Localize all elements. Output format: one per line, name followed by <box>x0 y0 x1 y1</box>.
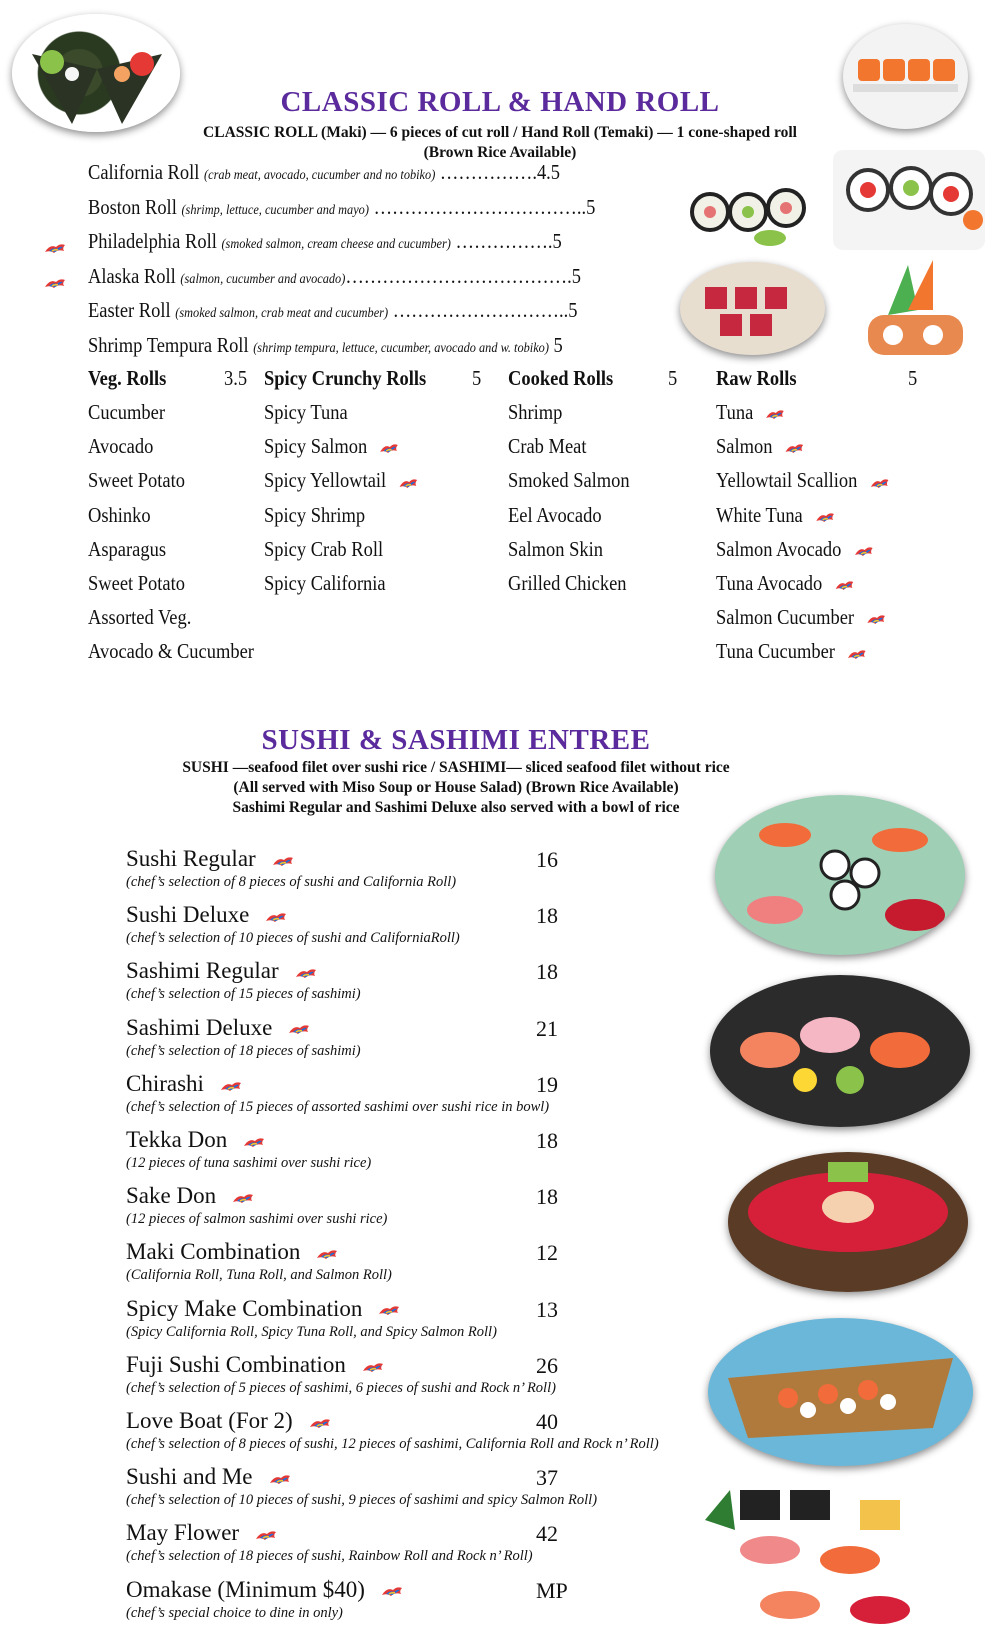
column-header <box>264 366 426 391</box>
entree-description: (chef’s selection of 8 pieces of sushi and California Roll) <box>126 874 457 890</box>
roll-item <box>88 195 595 220</box>
sashimi-rice-note: Sashimi Regular and Sashimi Deluxe also served with a bowl of rice <box>232 799 680 816</box>
roll-item <box>88 298 578 323</box>
column-item <box>716 639 867 664</box>
spicy-icon <box>44 239 66 257</box>
entree-name: Love Boat (For 2) <box>126 1408 293 1433</box>
roll-price: 5 <box>571 263 581 288</box>
column-item <box>88 400 165 425</box>
entree-name: Tekka Don <box>126 1127 228 1152</box>
entree-description: (chef’s selection of 10 pieces of sushi, 9 pieces of sashimi and spicy Salmon Roll) <box>126 1492 598 1509</box>
column-item <box>508 571 627 596</box>
entree-name: Fuji Sushi Combination <box>126 1351 346 1377</box>
entree-name: Sushi Deluxe <box>126 902 250 928</box>
spicy-icon <box>265 902 287 927</box>
classic-roll-title: CLASSIC ROLL & HAND ROLL <box>280 86 720 118</box>
entree-name-row <box>126 1296 400 1322</box>
roll-item <box>88 264 581 289</box>
spicy-icon <box>835 571 854 595</box>
column-price-value: 5 <box>472 366 482 390</box>
spicy-icon <box>866 605 885 629</box>
spicy-icon <box>378 1296 400 1321</box>
column-item <box>716 503 834 528</box>
entree-description: (chef’s selection of 18 pieces of sushi, Rainbow Roll and Rock n’ Roll) <box>126 1548 533 1565</box>
column-item <box>264 571 386 596</box>
column-item <box>716 400 785 425</box>
entree-price: 42 <box>536 1521 558 1547</box>
sushi-platter-photo <box>715 795 965 955</box>
item-name: Cucumber <box>88 400 165 424</box>
column-item <box>264 468 418 493</box>
item-name: Spicy Crab Roll <box>264 536 384 561</box>
entree-name-row <box>126 1408 331 1434</box>
column-item <box>88 468 185 493</box>
item-name: Yellowtail Scallion <box>716 468 858 493</box>
column-price-value: 3.5 <box>224 366 248 390</box>
spicy-icon <box>815 503 834 527</box>
spicy-icon <box>316 1239 338 1264</box>
item-name: Spicy Salmon <box>264 434 368 459</box>
entree-name-row <box>126 902 287 928</box>
entree-description: (California Roll, Tuna Roll, and Salmon Roll) <box>126 1267 392 1284</box>
roll-price: 5 <box>552 229 562 253</box>
roll-name: California Roll <box>88 160 200 184</box>
item-name: Avocado <box>88 434 154 459</box>
roll-name: Philadelphia Roll <box>88 229 217 253</box>
dot-leader: ……………………….. <box>388 298 569 322</box>
column-title: Raw Rolls <box>716 366 797 390</box>
spicy-icon <box>295 958 317 983</box>
roll-description: (shrimp, lettuce, cucumber and mayo) <box>181 202 369 218</box>
roll-price: 4.5 <box>536 160 561 184</box>
column-item <box>88 537 166 562</box>
item-name: Sweet Potato <box>88 571 186 595</box>
entree-price: 40 <box>536 1409 558 1434</box>
entree-description: (12 pieces of salmon sashimi over sushi rice) <box>126 1211 388 1228</box>
entree-description: (chef’s selection of 5 pieces of sashimi, 6 pieces of sushi and Rock n’ Roll) <box>126 1379 556 1396</box>
spicy-icon <box>44 274 66 292</box>
column-item <box>508 537 603 562</box>
brown-rice-note: (Brown Rice Available) <box>423 144 577 161</box>
column-item <box>88 571 185 596</box>
column-title: Spicy Crunchy Rolls <box>264 366 427 390</box>
sushi-entree-served-note: (All served with Miso Soup or House Salad) (Brown Rice Available) <box>233 779 679 796</box>
entree-description: (12 pieces of tuna sashimi over sushi rice) <box>126 1155 372 1171</box>
dot-leader: ……………. <box>450 229 553 253</box>
entree-name: Sashimi Deluxe <box>126 1014 273 1040</box>
entree-name-row <box>126 1352 384 1378</box>
column-item <box>88 605 191 630</box>
entree-name-row <box>126 846 294 872</box>
rainbow-plate-photo <box>833 150 985 250</box>
roll-description: (smoked salmon, crab meat and cucumber) <box>175 306 389 321</box>
entree-name-row <box>126 958 317 984</box>
tuna-roll-photo <box>680 262 825 355</box>
item-name: Salmon Avocado <box>716 536 842 561</box>
entree-price: 13 <box>536 1296 558 1322</box>
column-header <box>88 366 166 391</box>
spicy-icon <box>785 434 804 458</box>
entree-name: Sushi Regular <box>126 846 256 871</box>
spicy-icon <box>870 468 889 492</box>
column-item <box>88 434 153 459</box>
column-item <box>508 468 630 493</box>
column-item <box>508 400 562 425</box>
roll-name: Boston Roll <box>88 194 177 219</box>
item-name: Salmon <box>716 434 773 459</box>
entree-name-row <box>126 1239 338 1265</box>
entree-name: Spicy Make Combination <box>126 1295 363 1321</box>
spicy-icon <box>854 537 873 561</box>
dot-leader: …………………………….. <box>368 194 587 219</box>
sashimi-boat-photo <box>710 975 970 1127</box>
item-name: White Tuna <box>716 502 803 527</box>
chirashi-bowl-photo <box>728 1152 968 1292</box>
entree-description: (Spicy California Roll, Spicy Tuna Roll, and Spicy Salmon Roll) <box>126 1323 497 1340</box>
sushi-entree-subtitle: SUSHI —seafood filet over sushi rice / SASHIMI— sliced seafood filet without rice <box>182 759 730 776</box>
column-item <box>88 639 254 664</box>
roll-description: (salmon, cucumber and avocado) <box>180 271 346 287</box>
entree-name: May Flower <box>126 1520 240 1546</box>
spicy-icon <box>243 1127 265 1152</box>
roll-name: Alaska Roll <box>88 263 176 288</box>
column-item <box>88 503 151 528</box>
spicy-icon <box>766 400 785 424</box>
column-item <box>264 434 399 459</box>
column-price <box>668 366 677 391</box>
item-name: Sweet Potato <box>88 468 186 493</box>
column-header <box>716 366 797 391</box>
roll-name: Shrimp Tempura Roll <box>88 332 249 357</box>
column-price <box>472 366 481 391</box>
item-name: Crab Meat <box>508 434 587 459</box>
entree-price: 18 <box>536 903 558 929</box>
column-item <box>264 503 365 528</box>
entree-description: (chef’s selection of 10 pieces of sushi and CaliforniaRoll) <box>126 930 460 947</box>
roll-item <box>88 333 563 358</box>
item-name: Salmon Skin <box>508 536 603 561</box>
spicy-icon <box>288 1015 310 1040</box>
entree-name: Chirashi <box>126 1070 204 1096</box>
entree-name-row <box>126 1183 254 1209</box>
sushi-entree-title: SUSHI & SASHIMI ENTREE <box>261 724 651 756</box>
entree-name-row <box>126 1464 291 1490</box>
entree-price: 18 <box>536 1184 558 1210</box>
entree-name-row <box>126 1577 403 1603</box>
roll-price: 5 <box>568 298 578 322</box>
entree-price: 16 <box>536 847 558 872</box>
entree-description: (chef’s selection of 18 pieces of sashimi) <box>126 1042 361 1059</box>
nigiri-assortment-photo <box>700 1480 978 1642</box>
spicy-icon <box>399 468 418 492</box>
entree-price: 37 <box>536 1465 558 1491</box>
item-name: Assorted Veg. <box>88 605 192 630</box>
dot-leader: ……………. <box>435 160 537 184</box>
entree-price: 21 <box>536 1015 558 1041</box>
california-roll-photo <box>688 172 826 248</box>
column-item <box>716 571 854 596</box>
roll-description: (shrimp tempura, lettuce, cucumber, avocado and w. tobiko) <box>253 340 549 356</box>
spicy-icon <box>269 1464 291 1489</box>
item-name: Spicy Tuna <box>264 400 348 424</box>
column-item <box>716 468 889 493</box>
spicy-icon <box>362 1352 384 1377</box>
entree-description: (chef’s selection of 15 pieces of assorted sashimi over sushi rice in bowl) <box>126 1098 550 1115</box>
spicy-icon <box>847 639 866 663</box>
item-name: Salmon Cucumber <box>716 605 855 630</box>
item-name: Grilled Chicken <box>508 571 627 595</box>
column-price-value: 5 <box>668 366 678 390</box>
column-item <box>716 605 886 630</box>
entree-name-row <box>126 1520 277 1546</box>
column-header <box>508 366 613 391</box>
entree-price: MP <box>536 1577 568 1603</box>
entree-description: (chef’s selection of 8 pieces of sushi, 12 pieces of sashimi, California Roll and Rock n’ Roll) <box>126 1436 659 1452</box>
item-name: Eel Avocado <box>508 502 602 527</box>
column-item <box>508 434 587 459</box>
column-title: Veg. Rolls <box>88 366 167 390</box>
spicy-icon <box>380 434 399 458</box>
column-item <box>508 503 602 528</box>
entree-description: (chef’s selection of 15 pieces of sashimi) <box>126 986 361 1003</box>
item-name: Avocado & Cucumber <box>88 639 254 664</box>
item-name: Spicy Yellowtail <box>264 468 387 493</box>
love-boat-photo <box>708 1318 973 1466</box>
column-item <box>716 537 873 562</box>
roll-item <box>88 160 560 185</box>
entree-name: Sake Don <box>126 1183 217 1209</box>
item-name: Asparagus <box>88 536 167 561</box>
item-name: Shrimp <box>508 400 563 424</box>
spicy-icon <box>232 1183 254 1208</box>
entree-price: 18 <box>536 959 558 985</box>
spicy-icon <box>255 1520 277 1545</box>
item-name: Oshinko <box>88 502 151 527</box>
item-name: Spicy California <box>264 571 386 595</box>
dot-leader: ………………………………. <box>345 263 572 288</box>
roll-item <box>88 229 562 254</box>
entree-name: Sushi and Me <box>126 1464 253 1490</box>
column-item <box>264 537 383 562</box>
entree-name-row <box>126 1071 242 1097</box>
entree-price: 12 <box>536 1240 558 1266</box>
roll-price: 5 <box>553 332 563 357</box>
spicy-icon <box>309 1408 331 1433</box>
roll-name: Easter Roll <box>88 298 171 322</box>
roll-description: (smoked salmon, cream cheese and cucumber) <box>221 237 451 252</box>
entree-name: Sashimi Regular <box>126 958 279 984</box>
item-name: Tuna Cucumber <box>716 639 835 664</box>
column-title: Cooked Rolls <box>508 366 614 390</box>
roll-description: (crab meat, avocado, cucumber and no tobiko) <box>204 168 436 183</box>
entree-name: Omakase (Minimum $40) <box>126 1576 365 1602</box>
item-name: Spicy Shrimp <box>264 502 366 527</box>
entree-name-row <box>126 1127 265 1153</box>
spicy-icon <box>220 1071 242 1096</box>
spicy-icon <box>381 1577 403 1602</box>
entree-price: 18 <box>536 1128 558 1153</box>
entree-price: 26 <box>536 1352 558 1378</box>
item-name: Tuna <box>716 400 754 424</box>
column-price <box>224 366 247 391</box>
roll-price: 5 <box>586 194 596 219</box>
classic-roll-subtitle: CLASSIC ROLL (Maki) — 6 pieces of cut roll / Hand Roll (Temaki) — 1 cone-shaped roll <box>203 124 797 141</box>
column-item <box>716 434 804 459</box>
column-price <box>908 366 917 391</box>
column-item <box>264 400 348 425</box>
item-name: Tuna Avocado <box>716 571 823 595</box>
entree-price: 19 <box>536 1071 558 1097</box>
entree-description: (chef’s special choice to dine in only) <box>126 1604 343 1621</box>
entree-name: Maki Combination <box>126 1239 301 1265</box>
item-name: Smoked Salmon <box>508 468 630 493</box>
column-price-value: 5 <box>908 366 918 390</box>
tempura-roll-photo <box>848 255 978 365</box>
spicy-icon <box>272 846 294 871</box>
entree-name-row <box>126 1015 310 1041</box>
